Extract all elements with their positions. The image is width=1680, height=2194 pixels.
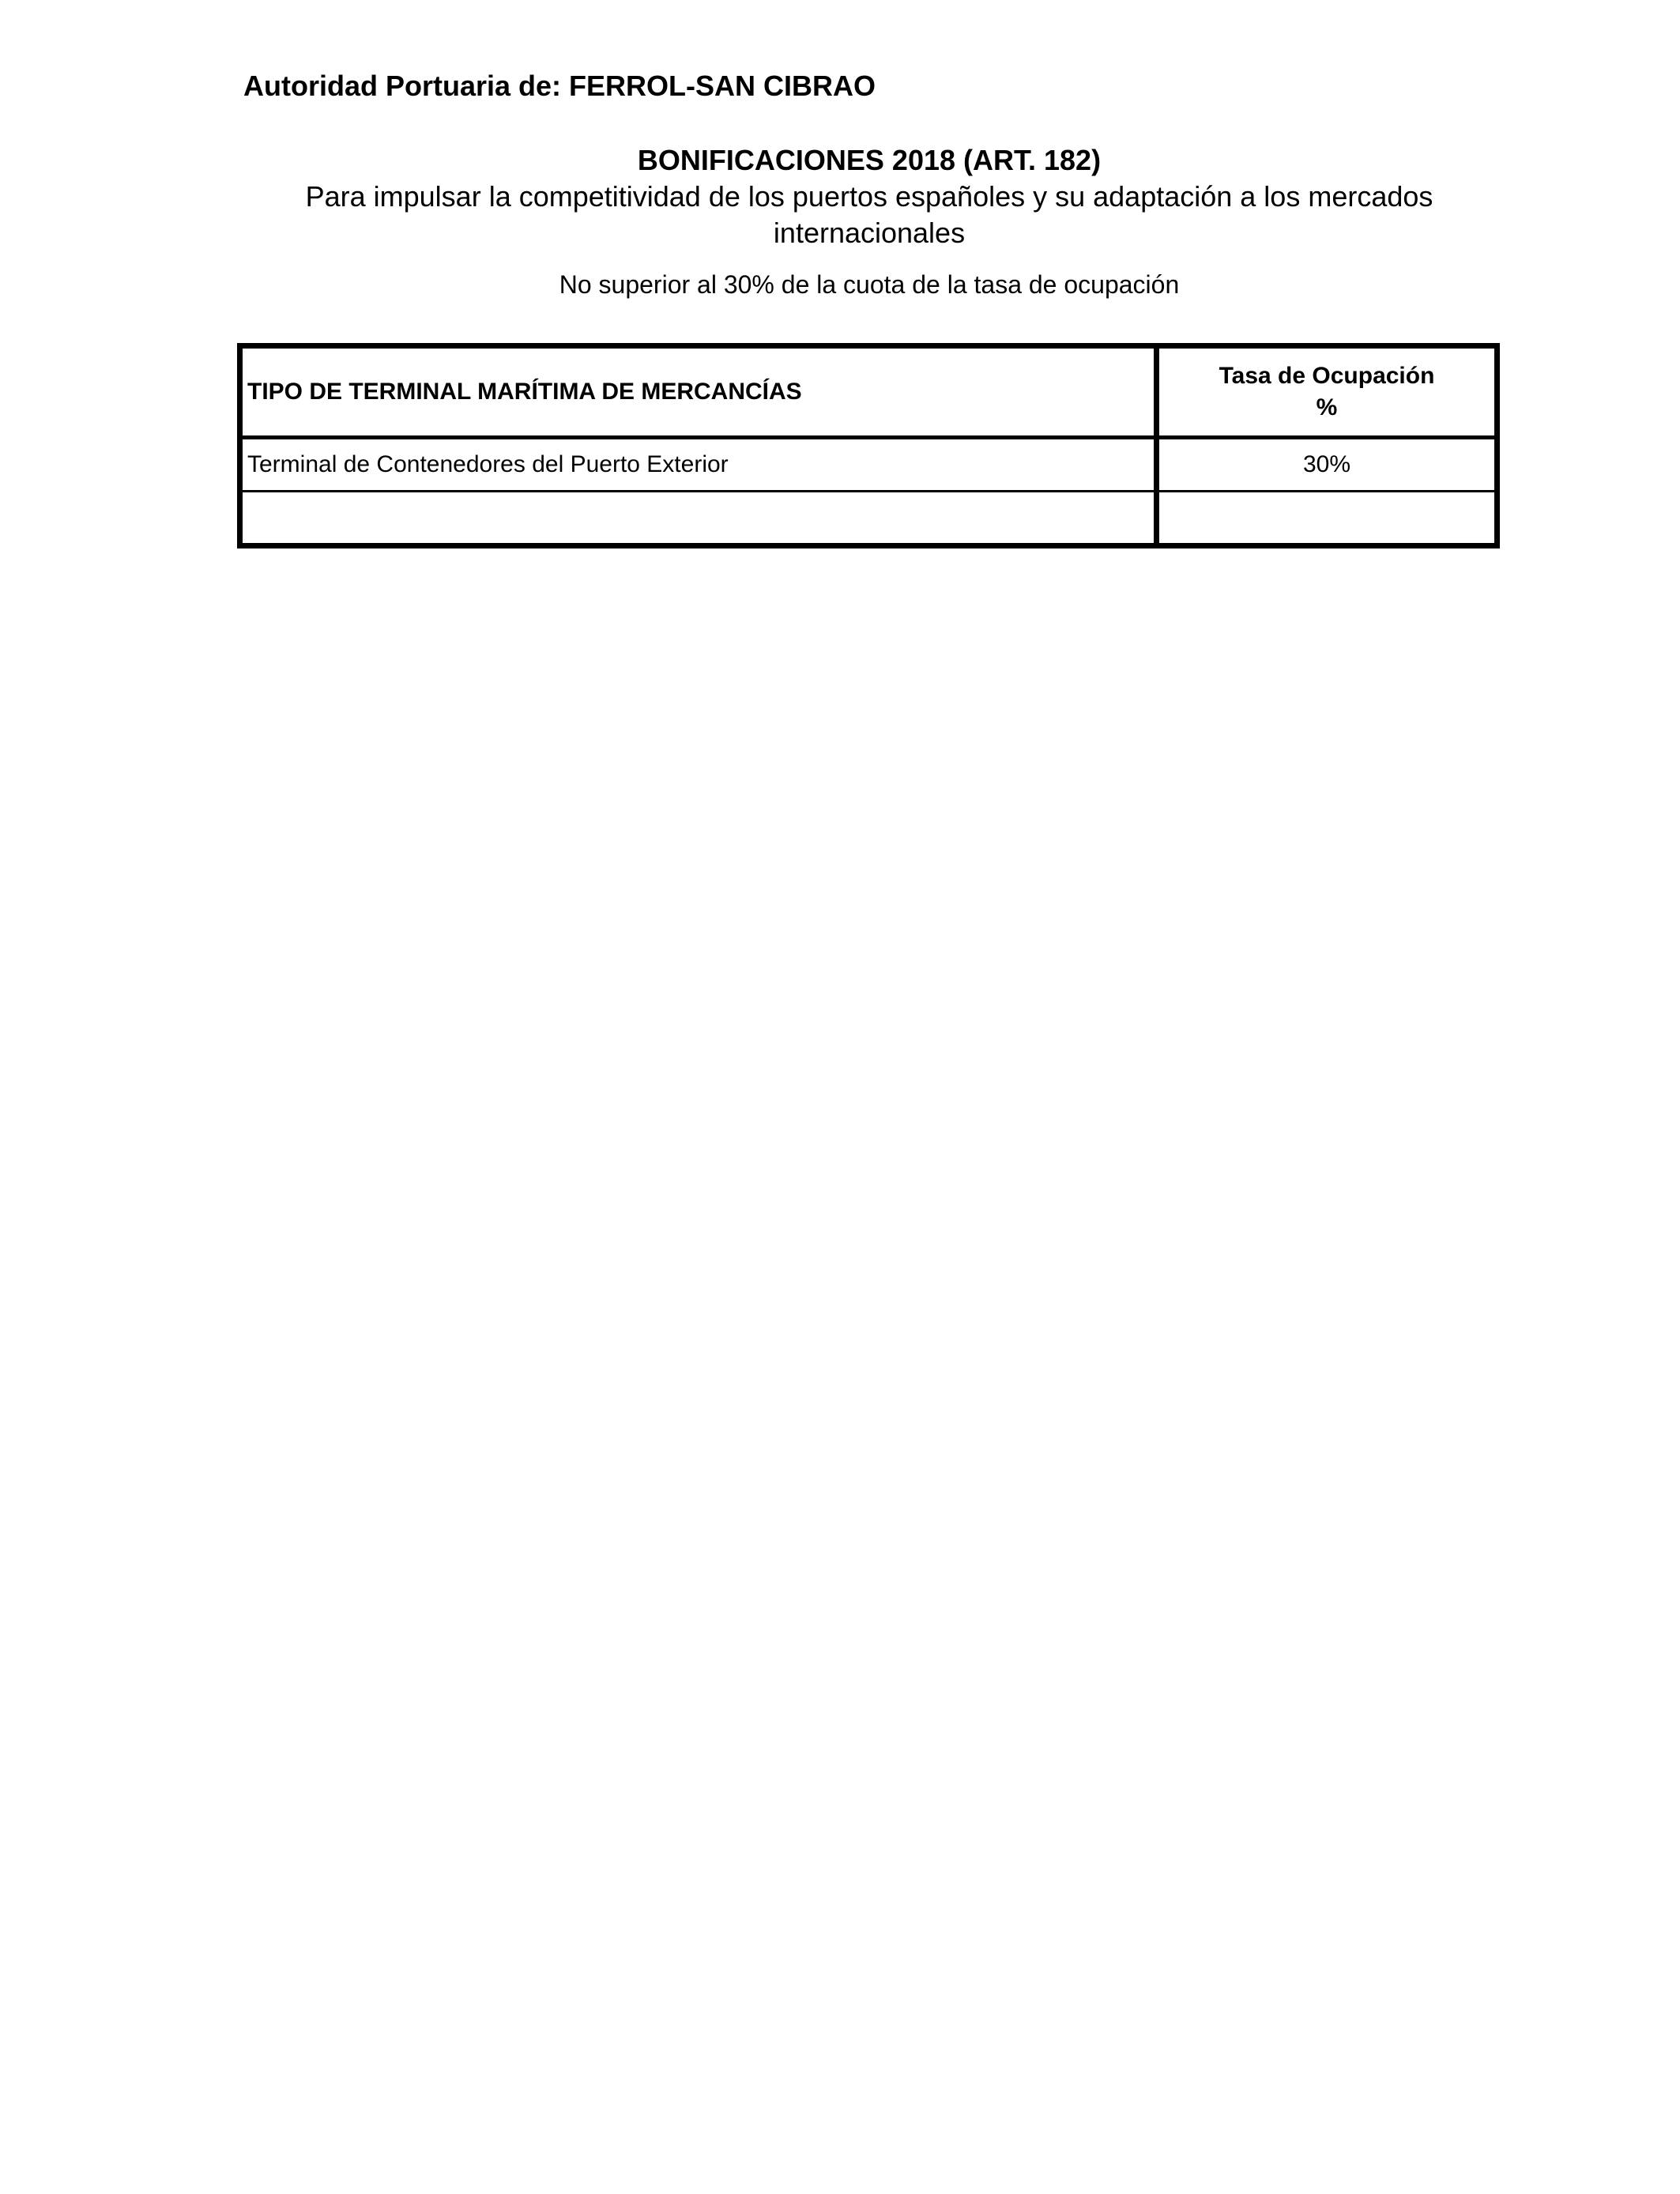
bonus-table	[237, 343, 1500, 548]
table-row	[240, 492, 1497, 546]
column-header-occupancy-rate	[1157, 346, 1497, 438]
occupancy-rate-cell: 30%	[1157, 438, 1497, 492]
authority-name: Autoridad Portuaria de: FERROL-SAN CIBRAO	[243, 70, 876, 102]
occupancy-rate-cell	[1157, 492, 1497, 546]
column-header-rate-unit: %	[1316, 394, 1338, 420]
terminal-type-cell	[240, 492, 1157, 546]
table-header-row	[240, 346, 1497, 438]
column-header-rate-label: Tasa de Ocupación	[1219, 363, 1435, 389]
subtitle-line-2: internacionales	[773, 217, 966, 249]
document-title: BONIFICACIONES 2018 (ART. 182)	[637, 144, 1102, 176]
limit-note: No superior al 30% de la cuota de la tasa de ocupación	[559, 270, 1180, 299]
subtitle-line-1: Para impulsar la competitividad de los puertos españoles y su adaptación a los mercados	[305, 180, 1433, 213]
table-row	[240, 438, 1497, 492]
column-header-terminal-type: TIPO DE TERMINAL MARÍTIMA DE MERCANCÍAS	[240, 346, 1157, 438]
document-subtitle	[243, 179, 1495, 251]
terminal-type-cell: Terminal de Contenedores del Puerto Exterior	[240, 438, 1157, 492]
